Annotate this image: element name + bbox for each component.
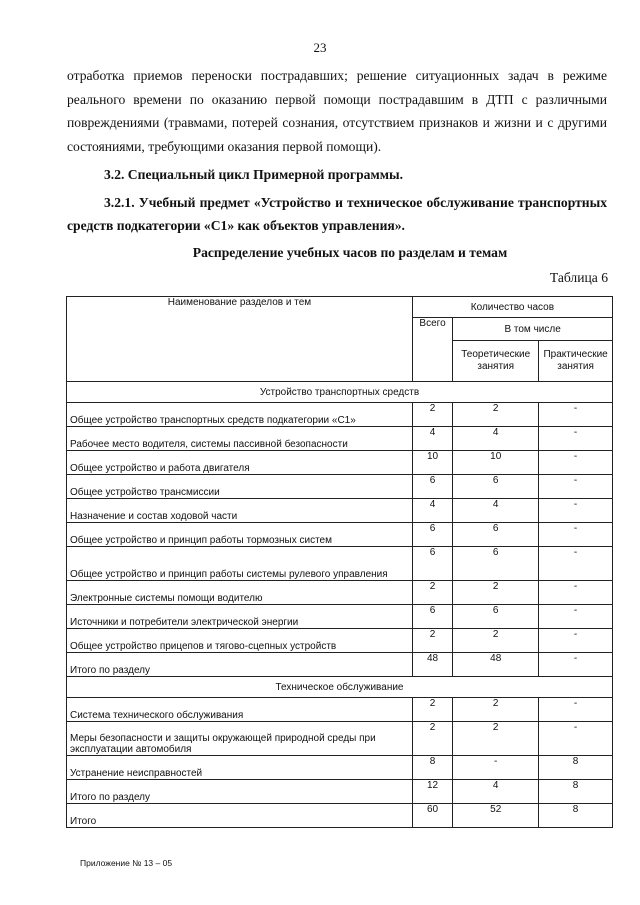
practice-hours-cell: - — [539, 451, 613, 475]
practice-hours-cell: - — [539, 653, 613, 677]
section-title: 3.2. Специальный цикл Примерной программы. — [104, 167, 403, 182]
total-hours-cell: 6 — [412, 523, 452, 547]
total-hours-cell: 6 — [412, 475, 452, 499]
topic-name-cell: Электронные системы помощи водителю — [67, 581, 413, 605]
theory-hours-cell: 6 — [453, 475, 539, 499]
theory-hours-cell: 6 — [453, 605, 539, 629]
table-row — [67, 722, 613, 756]
table-row — [67, 403, 613, 427]
table-row — [67, 605, 613, 629]
topic-name-cell: Общее устройство и работа двигателя — [67, 451, 413, 475]
practice-hours-cell: - — [539, 605, 613, 629]
topic-name-cell: Общее устройство трансмиссии — [67, 475, 413, 499]
practice-hours-cell: - — [539, 427, 613, 451]
topic-name-cell: Источники и потребители электрической энергии — [67, 605, 413, 629]
table-row — [67, 629, 613, 653]
grand-total-row — [67, 804, 613, 828]
table-row — [67, 581, 613, 605]
topic-name-cell: Общее устройство и принцип работы тормозных систем — [67, 523, 413, 547]
topic-name-cell: Меры безопасности и защиты окружающей природной среды при эксплуатации автомобиля — [67, 722, 413, 756]
theory-hours-cell: 2 — [453, 581, 539, 605]
hours-distribution-table — [66, 296, 613, 828]
theory-hours-cell: 2 — [453, 403, 539, 427]
topic-name-cell: Назначение и состав ходовой части — [67, 499, 413, 523]
total-hours-cell: 2 — [412, 581, 452, 605]
table-caption: Таблица 6 — [549, 270, 608, 285]
practice-hours-cell: - — [539, 403, 613, 427]
continuation-paragraph: отработка приемов переноски пострадавших; решение ситуационных задач в режиме реального времени по оказанию первой помощи пострадавшим в ДТП с различными повреждениями (травмами, потерей сознания, отсутствием признаков и жизни и с другими состояниями, требующими оказания первой помощи). — [67, 68, 607, 154]
theory-hours-cell: 4 — [453, 427, 539, 451]
topic-name-cell: Рабочее место водителя, системы пассивной безопасности — [67, 427, 413, 451]
section-header-row — [67, 382, 613, 403]
grand-total-theory-cell: 52 — [453, 804, 539, 828]
table-row — [67, 427, 613, 451]
theory-hours-cell: 6 — [453, 523, 539, 547]
table-row — [67, 475, 613, 499]
total-hours-cell: 8 — [412, 756, 452, 780]
table-row — [67, 698, 613, 722]
table-row — [67, 653, 613, 677]
theory-hours-cell: 10 — [453, 451, 539, 475]
practice-hours-cell: - — [539, 523, 613, 547]
practice-hours-cell: - — [539, 581, 613, 605]
topic-name-cell: Общее устройство и принцип работы системы рулевого управления — [67, 547, 413, 581]
header-quantity: Количество часов — [412, 297, 612, 318]
practice-hours-cell: - — [539, 722, 613, 756]
practice-hours-cell: - — [539, 547, 613, 581]
total-hours-cell: 2 — [412, 722, 452, 756]
header-name: Наименование разделов и тем — [67, 297, 413, 382]
table-heading: Распределение учебных часов по разделам и темам — [192, 245, 508, 260]
practice-hours-cell: - — [539, 698, 613, 722]
total-hours-cell: 4 — [412, 499, 452, 523]
total-hours-cell: 6 — [412, 605, 452, 629]
subsection-title: 3.2.1. Учебный предмет «Устройство и техническое обслуживание транспортных средств подкатегории «С1» как объектов управления». — [67, 194, 607, 233]
total-hours-cell: 12 — [412, 780, 452, 804]
theory-hours-cell: 6 — [453, 547, 539, 581]
grand-total-hours-cell: 60 — [412, 804, 452, 828]
practice-hours-cell: 8 — [539, 756, 613, 780]
total-hours-cell: 48 — [412, 653, 452, 677]
header-practice: Практические занятия — [539, 341, 613, 382]
theory-hours-cell: 48 — [453, 653, 539, 677]
practice-hours-cell: - — [539, 629, 613, 653]
header-including: В том числе — [453, 318, 613, 341]
section-title-cell: Устройство транспортных средств — [67, 382, 613, 403]
table-row — [67, 499, 613, 523]
table-row — [67, 547, 613, 581]
header-total: Всего — [412, 318, 452, 382]
page-number: 23 — [313, 40, 327, 55]
table-row — [67, 756, 613, 780]
body-text — [67, 64, 607, 238]
practice-hours-cell: 8 — [539, 780, 613, 804]
total-hours-cell: 2 — [412, 629, 452, 653]
table-body — [67, 382, 613, 828]
theory-hours-cell: 2 — [453, 698, 539, 722]
practice-hours-cell: - — [539, 475, 613, 499]
table-row — [67, 780, 613, 804]
topic-name-cell: Система технического обслуживания — [67, 698, 413, 722]
theory-hours-cell: - — [453, 756, 539, 780]
grand-total-practice-cell: 8 — [539, 804, 613, 828]
topic-name-cell: Итого по разделу — [67, 780, 413, 804]
total-hours-cell: 6 — [412, 547, 452, 581]
header-theory: Теоретические занятия — [453, 341, 539, 382]
topic-name-cell: Общее устройство транспортных средств подкатегории «С1» — [67, 403, 413, 427]
theory-hours-cell: 2 — [453, 629, 539, 653]
total-hours-cell: 2 — [412, 698, 452, 722]
section-header-row — [67, 677, 613, 698]
section-title-cell: Техническое обслуживание — [67, 677, 613, 698]
total-hours-cell: 2 — [412, 403, 452, 427]
theory-hours-cell: 2 — [453, 722, 539, 756]
table-row — [67, 523, 613, 547]
topic-name-cell: Устранение неисправностей — [67, 756, 413, 780]
table-row — [67, 451, 613, 475]
footer-note: Приложение № 13 – 05 — [80, 858, 173, 868]
grand-total-name-cell: Итого — [67, 804, 413, 828]
topic-name-cell: Общее устройство прицепов и тягово-сцепных устройств — [67, 629, 413, 653]
theory-hours-cell: 4 — [453, 780, 539, 804]
total-hours-cell: 4 — [412, 427, 452, 451]
theory-hours-cell: 4 — [453, 499, 539, 523]
practice-hours-cell: - — [539, 499, 613, 523]
total-hours-cell: 10 — [412, 451, 452, 475]
topic-name-cell: Итого по разделу — [67, 653, 413, 677]
